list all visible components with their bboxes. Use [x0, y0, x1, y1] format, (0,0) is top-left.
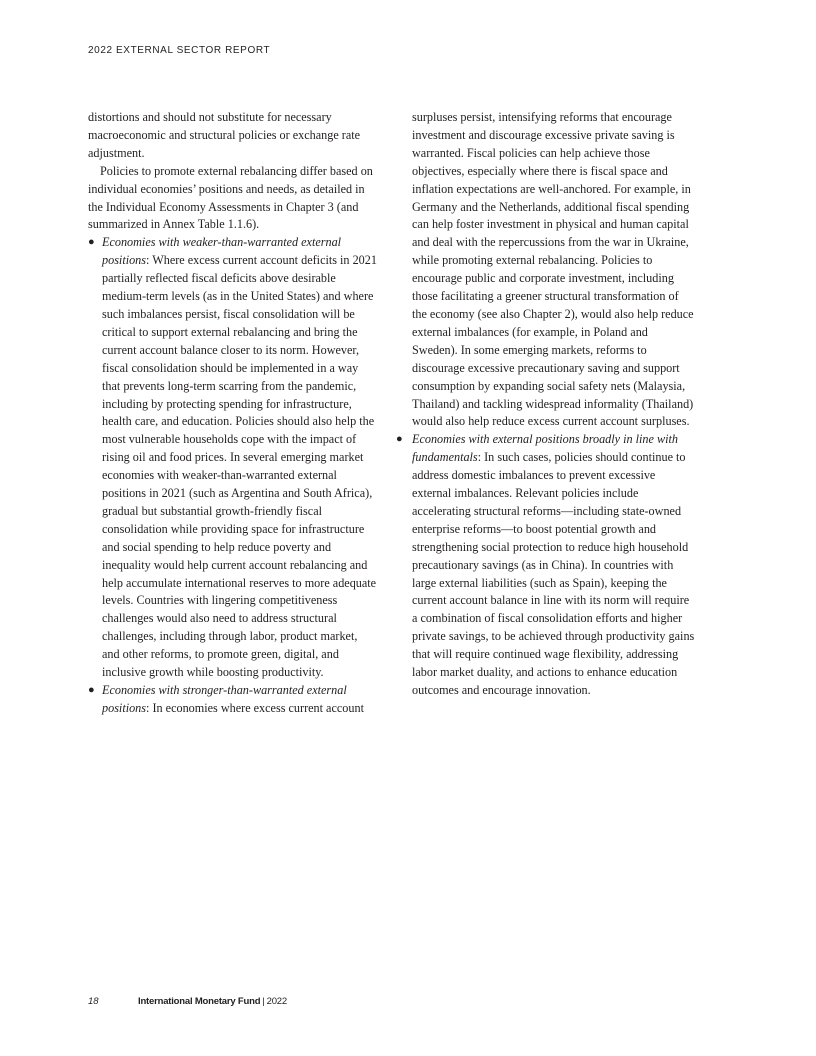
right-column: [396, 109, 696, 700]
bullet-text: : In such cases, policies should continue to address domestic imbalances to prevent excessive external imbalances. Relevant policies include accelerating structural reforms—including state-owned enterprise reforms—to boost potential growth and strengthening social protection to reduce high household precautionary savings (as in China). In countries with large external liabilities (such as Spain), keeping the current account balance in line with its norm will require a combination of fiscal consolidation efforts and higher private savings, to be achieved through productivity gains that will require continued wage flexibility, addressing labor market duality, and actions to enhance education outcomes and encourage innovation.: [412, 450, 695, 697]
paragraph-policies: Policies to promote external rebalancing differ based on individual economies’ positions and needs, as detailed in the Individual Economy Assessments in Chapter 3 (and summarized in Annex Table 1.1.6).: [88, 163, 373, 232]
bullet-dot-icon: ●: [88, 684, 95, 696]
page-number: 18: [88, 996, 99, 1007]
bullet-weaker-than-warranted: [88, 234, 378, 682]
footer-separator: |: [262, 996, 265, 1007]
paragraph-continuation: distortions and should not substitute for necessary macroeconomic and structural policies or exchange rate adjustment.: [88, 110, 361, 160]
footer-year: 2022: [266, 996, 287, 1007]
running-header: 2022 EXTERNAL SECTOR REPORT: [88, 45, 271, 56]
paragraph-surpluses: surpluses persist, intensifying reforms that encourage investment and discourage excessive private saving is warranted. Fiscal policies can help achieve those objectives, especially where there is fiscal space and inflation expectations are well-anchored. For example, in Germany and the Netherlands, additional fiscal spending can help foster investment in physical and human capital and deal with the repercussions from the war in Ukraine, while promoting external rebalancing. Policies to encourage public and corporate investment, including those facilitating a greener structural transformation of the economy (see also Chapter 2), would also help reduce external imbalances (for example, in Poland and Sweden). In some emerging markets, reforms to discourage excessive precautionary saving and support consumption by expanding social safety nets (Malaysia, Thailand) and tackling widespread informality (Thailand) would also help reduce excess current account surpluses.: [412, 110, 694, 429]
bullet-label: Economies with weaker-than-warranted external positions: [102, 235, 342, 268]
organization-name: International Monetary Fund: [138, 996, 261, 1007]
bullet-dot-icon: ●: [88, 236, 95, 249]
bullet-label: Economies with stronger-than-warranted external positions: [102, 683, 347, 715]
bullet-text: : In economies where excess current account: [146, 700, 364, 715]
left-column: [88, 109, 378, 718]
footer-publisher: [138, 996, 287, 1007]
bullet-label: Economies with external positions broadly in line with fundamentals: [412, 432, 678, 465]
bullet-text: : Where excess current account deficits in 2021 partially reflected fiscal deficits above desirable medium-term levels (as in the United States) and where such imbalances persist, fiscal consolidation will be critical to support external rebalancing and bring the current account balance closer to its norm. However, fiscal consolidation should be implemented in a way that prevents long-term scarring from the pandemic, including by protecting spending for infrastructure, health care, and education. Policies should also help the most vulnerable households cope with the impact of rising oil and food prices. In several emerging market economies with weaker-than-warranted external positions in 2021 (such as Argentina and South Africa), gradual but substantial growth-friendly fiscal consolidation while providing space for infrastructure and social spending to help reduce poverty and inequality would help current account rebalancing and help accumulate international reserves to more adequate levels. Countries with lingering competitiveness challenges would also need to address structural challenges, including through labor, product market, and other reforms, to promote green, digital, and inclusive growth while boosting productivity.: [102, 253, 377, 680]
bullet-broadly-in-line: [396, 431, 696, 700]
bullet-dot-icon: ●: [396, 433, 403, 446]
bullet-stronger-than-warranted: [88, 682, 378, 718]
